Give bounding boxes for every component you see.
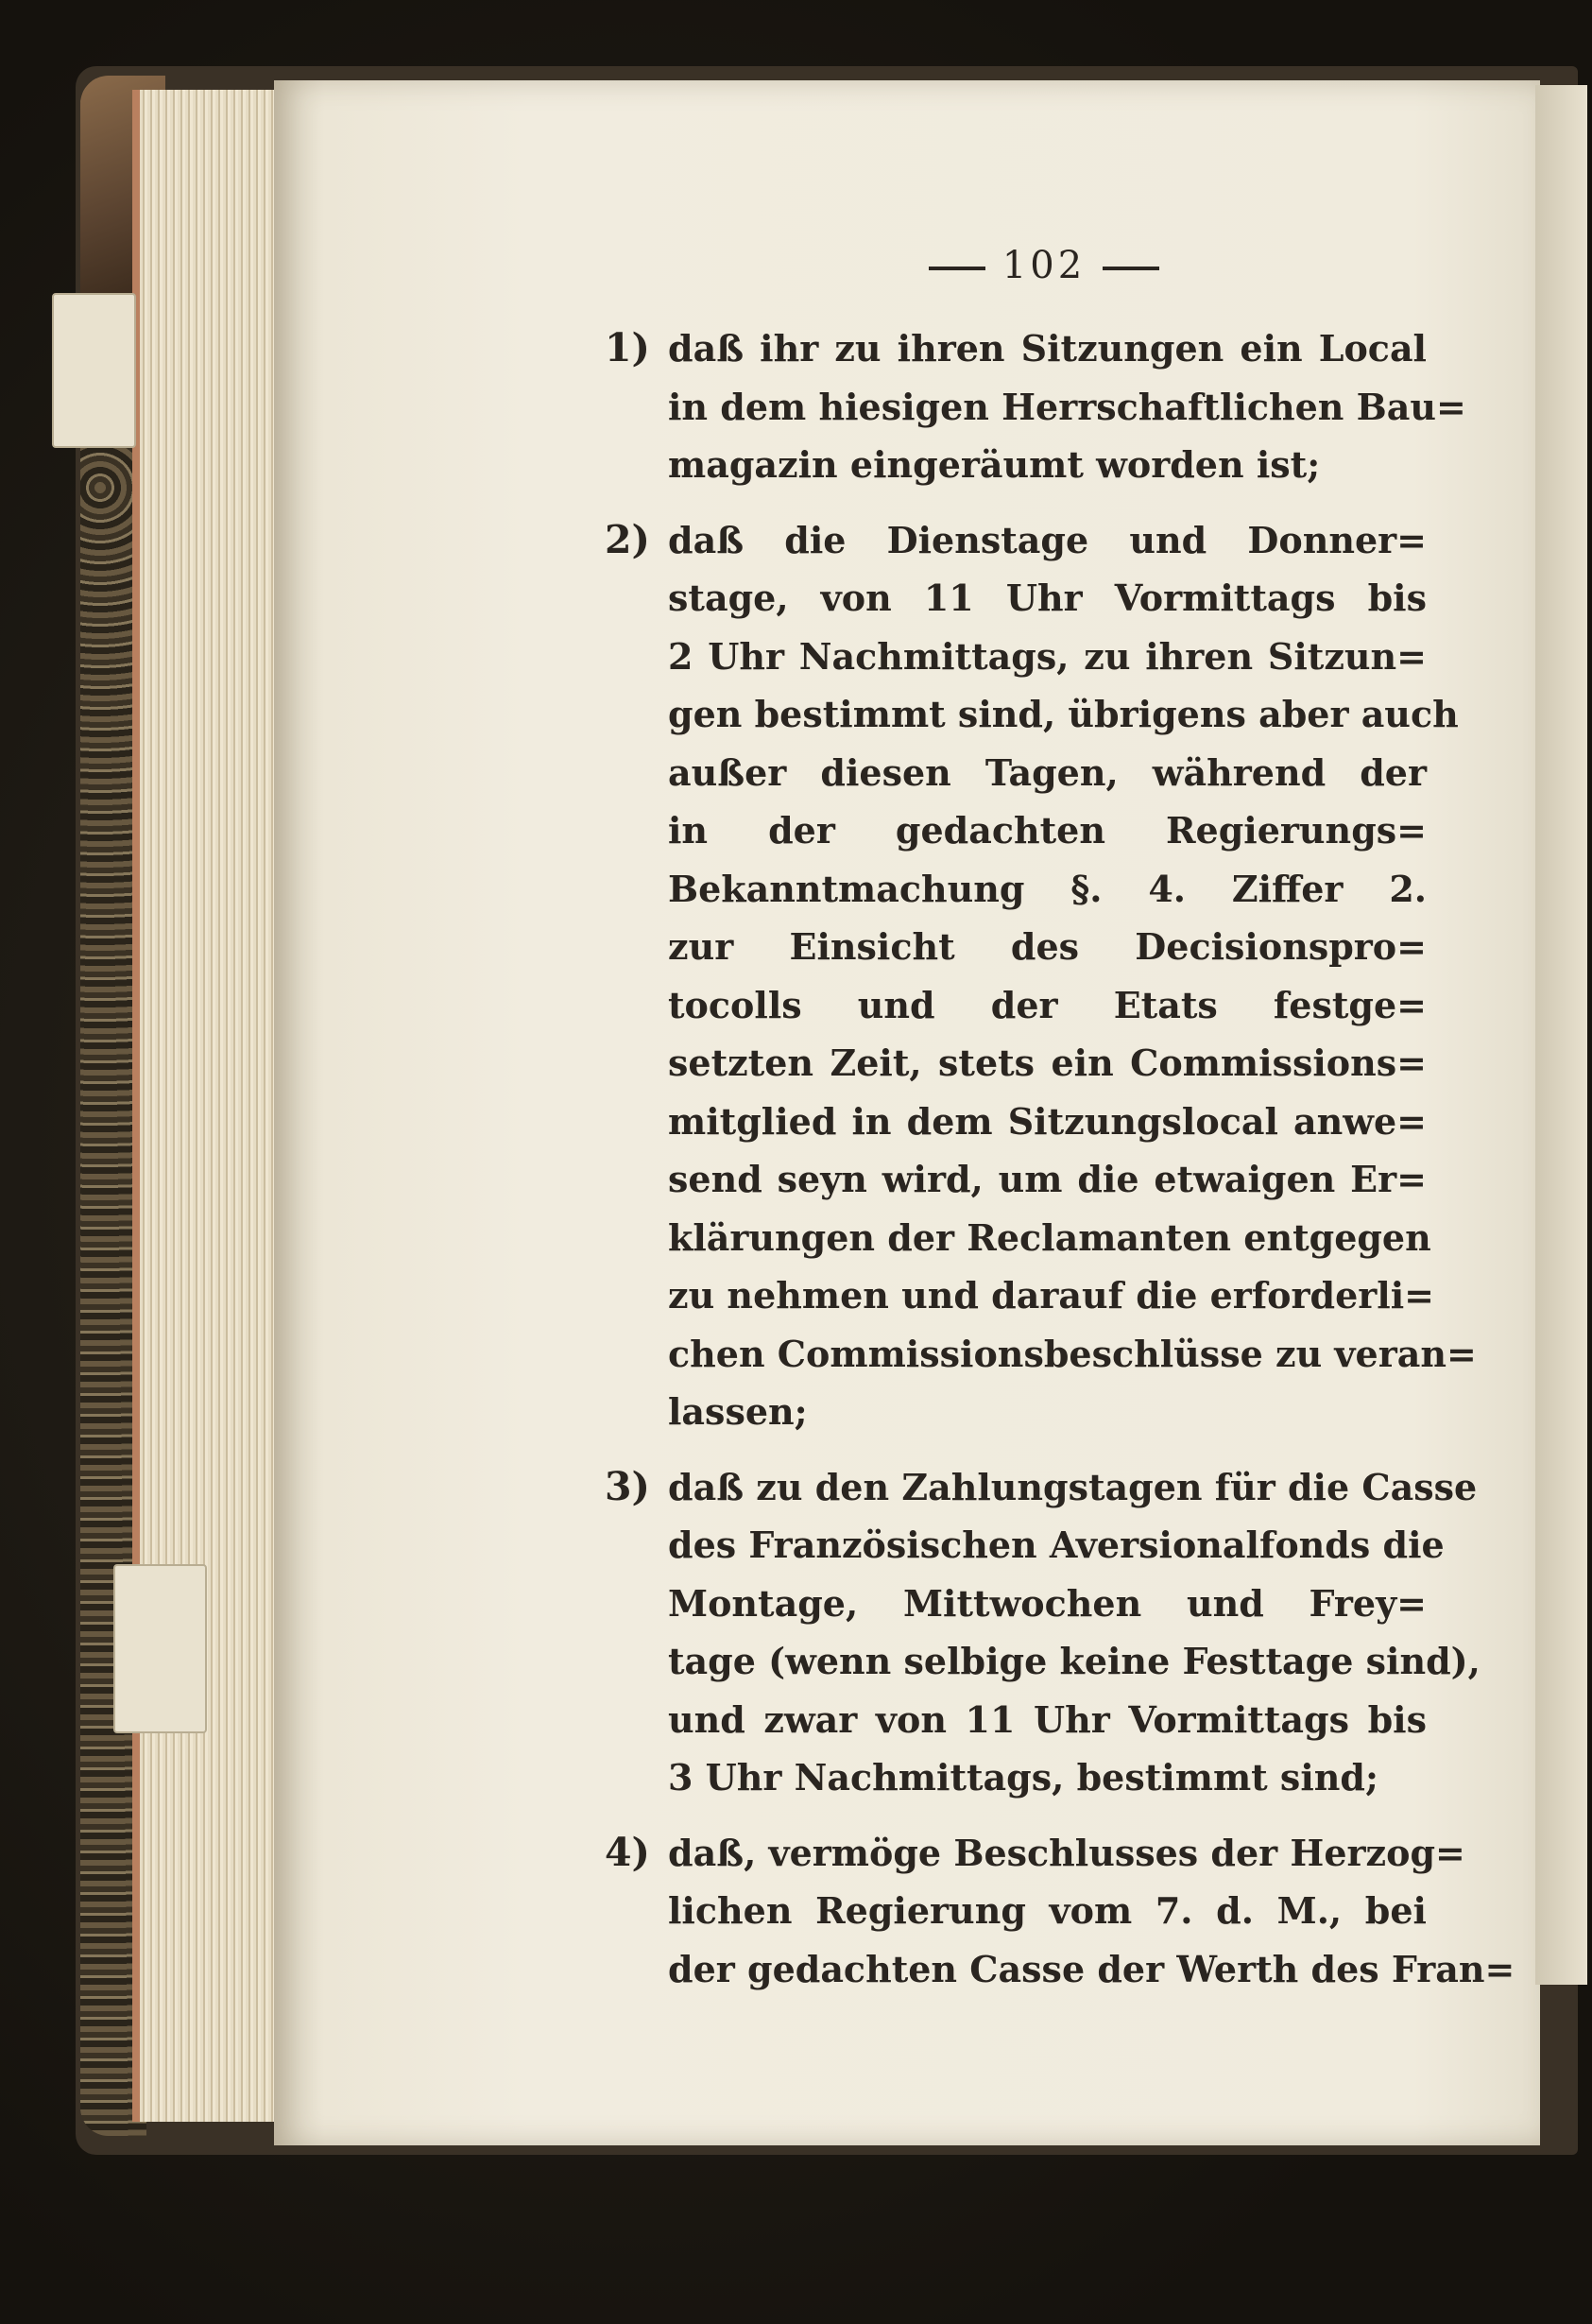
text-line: send seyn wird, um die etwaigen Er= — [668, 1158, 1427, 1200]
text-line: chen Commissionsbeschlüsse zu veran= — [668, 1332, 1477, 1375]
text-line: Bekanntmachung §. 4. Ziffer 2. — [668, 867, 1427, 910]
text-line: lichen Regierung vom 7. d. M., bei — [668, 1889, 1427, 1932]
text-line: daß zu den Zahlungstagen für die Casse — [668, 1465, 1478, 1508]
text-line: der gedachten Casse der Werth des Fran= — [668, 1947, 1515, 1990]
text-line: 3 Uhr Nachmittags, bestimmt sind; — [668, 1756, 1378, 1799]
text-line: zur Einsicht des Decisionspro= — [668, 925, 1427, 968]
list-item — [605, 319, 1466, 494]
page-text-block — [605, 244, 1515, 2015]
list-item — [605, 1824, 1515, 1999]
text-line: tocolls und der Etats festge= — [668, 983, 1427, 1026]
facing-page-edge — [1535, 85, 1587, 1985]
text-line: mitglied in dem Sitzungslocal anwe= — [668, 1099, 1427, 1143]
text-line: Montage, Mittwochen und Frey= — [668, 1581, 1427, 1625]
text-line: in der gedachten Regierungs= — [668, 809, 1427, 852]
page-tab-marker — [113, 1564, 207, 1733]
text-line: lassen; — [668, 1390, 808, 1433]
text-line: in dem hiesigen Herrschaftlichen Bau= — [668, 385, 1466, 428]
dash-left — [929, 267, 985, 270]
text-line: setzten Zeit, stets ein Commissions= — [668, 1041, 1427, 1084]
text-line: außer diesen Tagen, während der — [668, 750, 1427, 794]
item-number: 1) — [605, 325, 650, 370]
page-number-value: 102 — [1001, 244, 1087, 287]
text-line: stage, von 11 Uhr Vormittags bis — [668, 577, 1427, 619]
page-tab-marker — [52, 293, 136, 448]
dash-right — [1103, 267, 1159, 270]
text-line: und zwar von 11 Uhr Vormittags bis — [668, 1697, 1427, 1741]
page-number — [661, 244, 1427, 297]
list-item — [605, 511, 1477, 1441]
text-line: gen bestimmt sind, übrigens aber auch — [668, 693, 1459, 735]
text-line: klärungen der Reclamanten entgegen — [668, 1215, 1431, 1259]
text-line: 2 Uhr Nachmittags, zu ihren Sitzun= — [668, 634, 1427, 678]
text-line: magazin eingeräumt worden ist; — [668, 443, 1321, 486]
text-line: zu nehmen und darauf die erforderli= — [668, 1274, 1435, 1317]
item-number: 4) — [605, 1829, 650, 1875]
item-number: 3) — [605, 1463, 650, 1509]
item-number: 2) — [605, 516, 650, 562]
text-line: daß die Dienstage und Donner= — [668, 518, 1427, 561]
text-line: tage (wenn selbige keine Festtage sind), — [668, 1640, 1481, 1682]
text-line: des Französischen Aversionalfonds die — [668, 1524, 1445, 1566]
list-item — [605, 1458, 1481, 1807]
text-line: daß, vermöge Beschlusses der Herzog= — [668, 1831, 1465, 1874]
text-line: daß ihr zu ihren Sitzungen ein Local — [668, 327, 1427, 370]
